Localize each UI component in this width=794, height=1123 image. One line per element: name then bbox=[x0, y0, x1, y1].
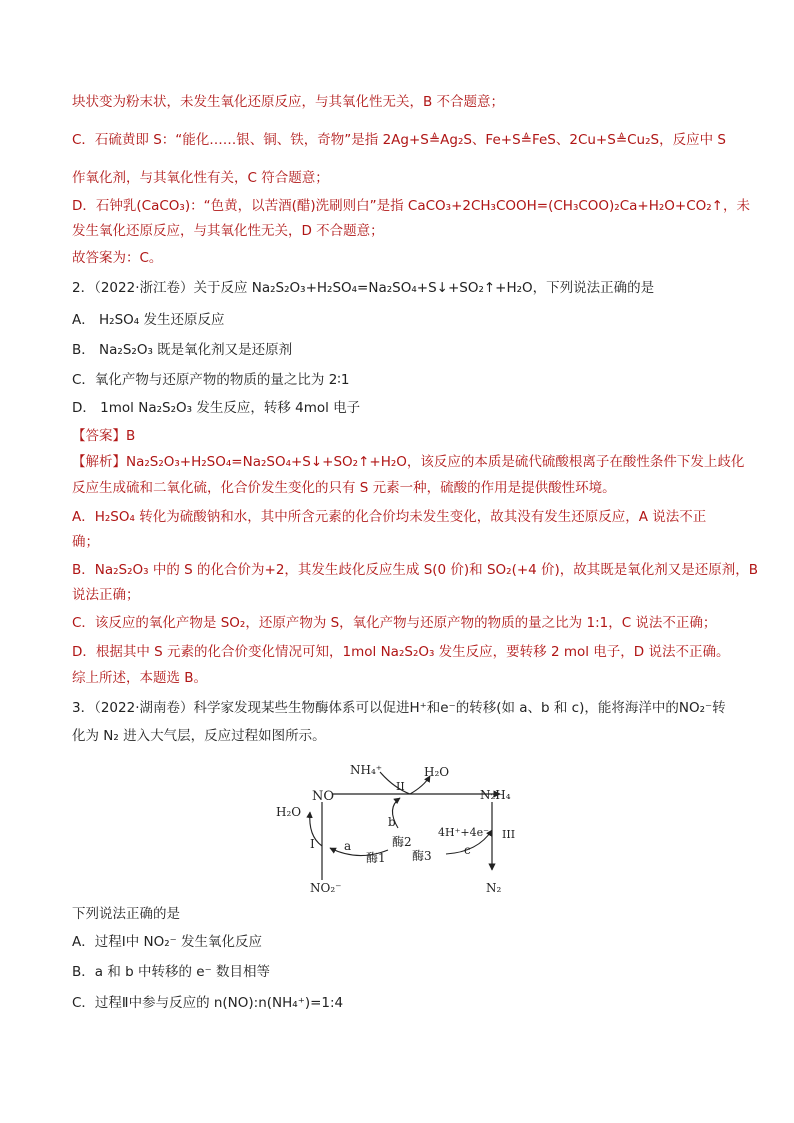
question-2-option-c: C．氧化产物与还原产物的物质的量之比为 2∶1 bbox=[72, 372, 350, 388]
label-transfer-a: a bbox=[344, 839, 352, 853]
question-3-prompt: 下列说法正确的是 bbox=[72, 906, 180, 922]
label-transfer-c: c bbox=[464, 843, 471, 857]
explanation-line: 块状变为粉末状，未发生氧化还原反应，与其氧化性无关，B 不合题意； bbox=[72, 94, 505, 110]
explanation-conclusion: 故答案为：C。 bbox=[72, 250, 163, 266]
explanation-line: D．石钟乳(CaCO₃)：“色黄，以苦酒(醋)洗刷则白”是指 CaCO₃+2CH₃COOH=(CH₃COO)₂Ca+H₂O+CO₂↑，未 bbox=[72, 198, 750, 214]
label-ammonium: NH₄⁺ bbox=[350, 763, 383, 777]
question-2-answer: 【答案】B bbox=[72, 428, 136, 444]
question-3-option-c: C．过程Ⅱ中参与反应的 n(NO):n(NH₄⁺)=1:4 bbox=[72, 995, 344, 1011]
label-water-left: H₂O bbox=[276, 805, 302, 819]
analysis-line: 综上所述，本题选 B。 bbox=[72, 670, 208, 686]
analysis-line: 确； bbox=[72, 534, 99, 550]
label-hydrazine: N₂H₄ bbox=[480, 788, 511, 802]
analysis-line: D．根据其中 S 元素的化合价变化情况可知，1mol Na₂S₂O₃ 发生反应，要转移 2 mol 电子，D 说法不正确。 bbox=[72, 644, 730, 660]
label-step-ii: II bbox=[396, 780, 405, 793]
question-3-stem: 化为 N₂ 进入大气层，反应过程如图所示。 bbox=[72, 728, 326, 744]
label-nitrite: NO₂⁻ bbox=[310, 881, 342, 894]
analysis-line: A．H₂SO₄ 转化为硫酸钠和水，其中所含元素的化合价均未发生变化，故其没有发生还原反应，A 说法不正 bbox=[72, 509, 707, 525]
explanation-line: C．石硫黄即 S：“能化……银、铜、铁，奇物”是指 2Ag+S≜Ag₂S、Fe+S≜FeS、2Cu+S≜Cu₂S，反应中 S bbox=[72, 132, 726, 148]
label-step-i: I bbox=[310, 837, 315, 851]
label-step-iii: III bbox=[502, 828, 516, 841]
label-nitrogen: N₂ bbox=[486, 881, 502, 894]
label-enzyme-1: 酶1 bbox=[366, 851, 386, 865]
question-2-stem: 2．（2022·浙江卷）关于反应 Na₂S₂O₃+H₂SO₄=Na₂SO₄+S↓+SO₂↑+H₂O，下列说法正确的是 bbox=[72, 280, 655, 296]
question-3-stem: 3．（2022·湖南卷）科学家发现某些生物酶体系可以促进H⁺和e⁻的转移(如 a、b 和 c)，能将海洋中的NO₂⁻转 bbox=[72, 700, 726, 716]
question-2-option-d: D． 1mol Na₂S₂O₃ 发生反应，转移 4mol 电子 bbox=[72, 400, 361, 416]
question-3-option-b: B．a 和 b 中转移的 e⁻ 数目相等 bbox=[72, 964, 270, 980]
reaction-pathway-diagram bbox=[268, 758, 528, 894]
analysis-line: 【解析】Na₂S₂O₃+H₂SO₄=Na₂SO₄+S↓+SO₂↑+H₂O，该反应的本质是硫代硫酸根离子在酸性条件下发上歧化 bbox=[72, 454, 745, 470]
analysis-line: 说法正确； bbox=[72, 587, 140, 603]
analysis-line: C．该反应的氧化产物是 SO₂，还原产物为 S，氧化产物与还原产物的物质的量之比为 1:1，C 说法不正确； bbox=[72, 615, 717, 631]
analysis-line: B．Na₂S₂O₃ 中的 S 的化合价为+2，其发生歧化反应生成 S(0 价)和 SO₂(+4 价)，故其既是氧化剂又是还原剂，B bbox=[72, 562, 759, 578]
question-2-option-b: B． Na₂S₂O₃ 既是氧化剂又是还原剂 bbox=[72, 342, 293, 358]
ammonium-water-arrow bbox=[380, 772, 430, 794]
question-2-option-a: A． H₂SO₄ 发生还原反应 bbox=[72, 312, 225, 328]
analysis-line: 反应生成硫和二氧化硫，化合价发生变化的只有 S 元素一种，硫酸的作用是提供酸性环境。 bbox=[72, 480, 616, 496]
explanation-line: 发生氧化还原反应，与其氧化性无关，D 不合题意； bbox=[72, 223, 384, 239]
label-transfer-b: b bbox=[388, 815, 396, 829]
label-enzyme-2: 酶2 bbox=[392, 835, 412, 849]
label-water-top: H₂O bbox=[424, 765, 450, 779]
label-enzyme-3: 酶3 bbox=[412, 849, 432, 863]
question-3-option-a: A．过程Ⅰ中 NO₂⁻ 发生氧化反应 bbox=[72, 934, 263, 950]
label-no: NO bbox=[312, 789, 335, 804]
label-protons-electrons: 4H⁺+4e⁻ bbox=[438, 826, 489, 839]
explanation-line: 作氧化剂，与其氧化性有关，C 符合题意； bbox=[72, 170, 329, 186]
